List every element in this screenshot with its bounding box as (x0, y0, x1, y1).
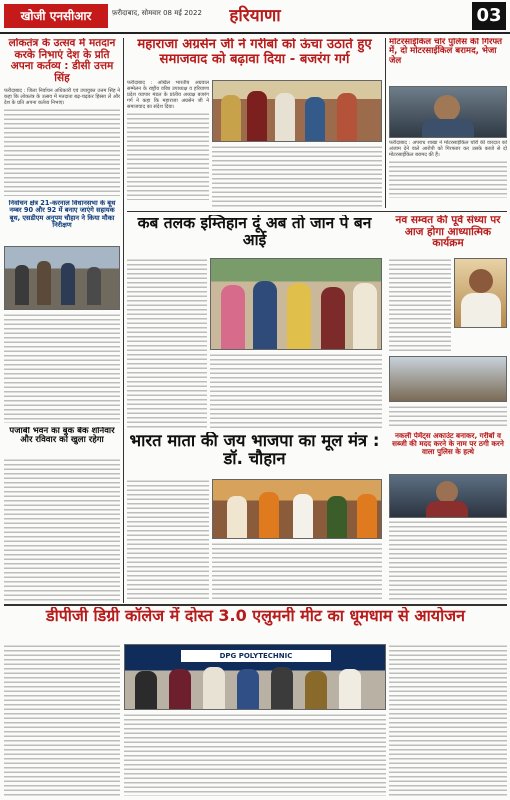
section-rule (127, 211, 507, 212)
story-bjp-col1 (127, 479, 209, 601)
paper-logo: खोजी एनसीआर (4, 4, 108, 28)
story-body (210, 353, 382, 428)
column-rule (385, 38, 386, 208)
section-title: हरियाणा (229, 6, 281, 26)
story-body (389, 160, 507, 198)
story-exam-col2 (210, 353, 382, 428)
booth-inspection-photo (4, 246, 120, 310)
headline: डीपीजी डिग्री कॉलेज में दोस्त 3.0 एलुमनी मीट का धूमधाम से आयोजन (46, 607, 465, 625)
story-dpg-col1 (4, 644, 120, 796)
story-bike-thief (389, 38, 507, 84)
story-body (389, 644, 507, 796)
story-exam-col1 (127, 258, 207, 428)
story-body (4, 313, 120, 423)
agrasen-event-photo (212, 80, 382, 142)
dateline: फ़रीदाबाद, सोमवार 08 मई 2022 (112, 9, 202, 17)
story-lead: फरीदाबाद : अपराध शाखा ने मोटरसाईकिल चोरी की वारदात को अंजाम देने वाले आरोपी को गिरफ्तार कर उसके कब्जे से दो मोटरसाईकिल बरामद की हैं। (389, 140, 507, 158)
story-body (389, 258, 451, 353)
story-body (127, 112, 209, 200)
column-rule (123, 38, 124, 603)
fraud-accused-photo (389, 474, 507, 518)
story-voting-dc (4, 38, 120, 196)
headline: नव सम्वत की पूर्व संध्या पर आज होगा आध्यात्मिक कार्यक्रम (395, 215, 501, 250)
story-agrasen (127, 38, 382, 78)
story-body (389, 405, 507, 428)
headline: पंजाबी भवन का बुक बैंक शनिवार और रविवार को खुला रहेगा (9, 427, 115, 446)
banner-text: DPG POLYTECHNIC (181, 650, 331, 662)
story-karnal-body (4, 313, 120, 423)
story-body (389, 520, 507, 601)
story-lead: फरीदाबाद : अखिल भारतीय अग्रवाल सम्मेलन के राष्ट्रीय वरिष्ठ उपाध्यक्ष व हरियाणा प्रदेश व्यापार मंडल के प्रांतीय अध्यक्ष बजरंग गर्ग ने कहा कि महाराजा अग्रसेन जी ने समाजवाद का संदेश दिया। (127, 80, 209, 110)
story-agrasen-col1 (127, 80, 209, 208)
headline: कब तलक इम्तिहान दूं अब तो जान पे बन आई (137, 215, 372, 250)
story-body (212, 145, 382, 208)
story-dpg-alumni (4, 607, 507, 641)
story-fraud-body (389, 520, 507, 601)
story-body (4, 108, 120, 196)
headline: महाराजा अग्रसेन जी ने गरीबों को ऊंचा उठाते हुए समाजवाद को बढ़ावा दिया - बजरंग गर्ग (137, 38, 372, 67)
speaker-photo (454, 258, 507, 328)
headline: निर्वाचन क्षेत्र 21-करनाल विधानसभा के बूथ नम्बर 90 और 92 में बनाए जाएंगे सहायक बूथ, एसडीएम अनुपम चौहान ने किया मौका निरीक्षण (8, 200, 116, 229)
section-rule (4, 604, 507, 606)
exam-event-photo (210, 258, 382, 350)
story-body (4, 458, 120, 601)
story-body (127, 479, 209, 601)
story-nav-samvat-body (389, 258, 451, 353)
samvat-photo (389, 356, 507, 402)
headline: नकली पेमेंट्स अकाउंट बनाकर, गरीबों व सब्जी की मदद करने के नाम पर ठगी करने वाला पुलिस के हत्थे (392, 432, 504, 456)
headline: लोकतंत्र के उत्सव में मतदान करके निभाएं देश के प्रति अपना कर्तव्य : डीसी उत्तम सिंह (8, 38, 116, 84)
story-book-bank-body (4, 458, 120, 601)
story-nav-samvat (389, 215, 507, 255)
headline: भारत माता की जय भाजपा का मूल मंत्र : डॉ. चौहान (129, 432, 380, 469)
story-nav-samvat-body2 (389, 405, 507, 428)
story-body (127, 258, 207, 428)
story-lead: फरीदाबाद : जिला निर्वाचन अधिकारी एवं उपायुक्त उत्तम सिंह ने कहा कि लोकतंत्र के उत्सव में मतदाता बढ़-चढ़कर हिस्सा लें और देश के प्रति अपना कर्तव्य निभाएं। (4, 88, 120, 107)
alumni-meet-photo (124, 644, 386, 710)
story-dpg-col2 (124, 713, 386, 796)
bjp-event-photo (212, 479, 382, 539)
page-number: 03 (472, 2, 506, 30)
accused-photo (389, 86, 507, 138)
headline: मोटरसाईकिल चोर पुलिस की गिरफ्त में, दो मोटरसाईकिल बरामद, भेजा जेल (389, 38, 502, 66)
story-bjp (127, 432, 382, 476)
story-body (124, 713, 386, 796)
story-body (4, 644, 120, 796)
story-dpg-col3 (389, 644, 507, 796)
story-fraud (389, 432, 507, 472)
story-bike-thief-body (389, 140, 507, 208)
story-book-bank (4, 427, 120, 455)
story-agrasen-col2 (212, 145, 382, 208)
masthead (0, 0, 510, 34)
story-karnal-booth (4, 200, 120, 244)
story-body (212, 542, 382, 601)
story-exam (127, 215, 382, 255)
story-bjp-col2 (212, 542, 382, 601)
